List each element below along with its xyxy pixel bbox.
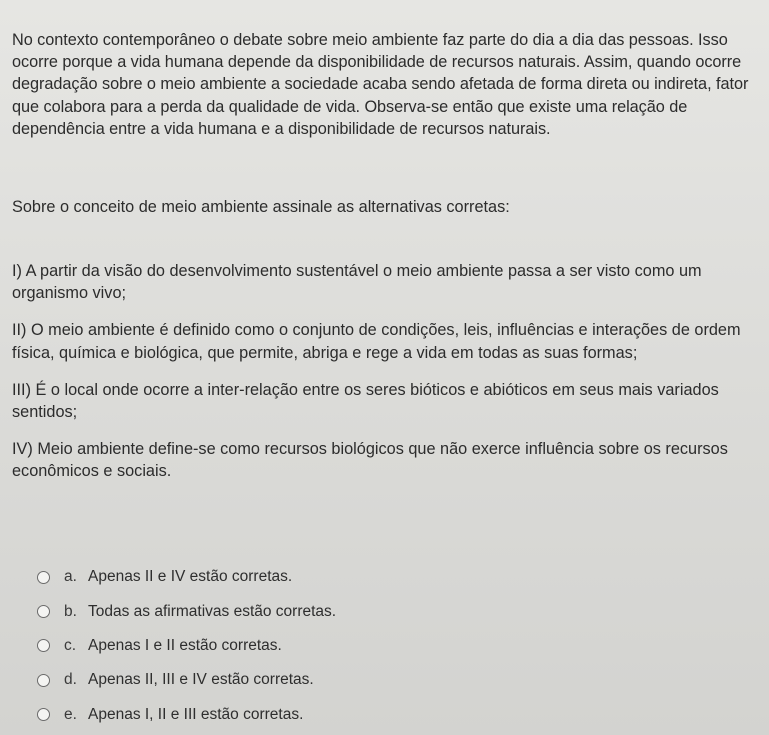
option-letter: d.	[64, 671, 77, 689]
statement-line: IV) Meio ambiente define-se como recursos biológicos que não exerce influência sobre os recursos	[12, 440, 728, 459]
statement-line: sentidos;	[12, 403, 78, 422]
statement-line: organismo vivo;	[12, 284, 127, 303]
context-line: dependência entre a vida humana e a disponibilidade de recursos naturais.	[12, 119, 551, 138]
radio-button-icon[interactable]	[37, 605, 50, 618]
option-d[interactable]	[37, 663, 336, 697]
statement-line: II) O meio ambiente é definido como o conjunto de condições, leis, influências e interações de ordem	[12, 321, 741, 340]
option-text[interactable]: Apenas II e IV estão corretas.	[88, 568, 293, 586]
option-a[interactable]	[37, 560, 336, 594]
option-letter: b.	[64, 602, 77, 620]
option-text[interactable]: Todas as afirmativas estão corretas.	[88, 602, 337, 620]
answer-options	[37, 560, 336, 732]
option-text[interactable]: Apenas I e II estão corretas.	[88, 636, 282, 654]
radio-button-icon[interactable]	[37, 639, 50, 652]
radio-button-icon[interactable]	[37, 708, 50, 721]
option-c[interactable]	[37, 629, 336, 663]
statement-iv	[12, 438, 766, 482]
option-e[interactable]	[37, 698, 336, 732]
context-line: degradação sobre o meio ambiente a sociedade acaba sendo afetada de forma direta ou indireta, fator	[12, 75, 749, 94]
question-prompt: Sobre o conceito de meio ambiente assinale as alternativas corretas:	[12, 198, 510, 216]
statement-ii	[12, 319, 766, 363]
statement-line: I) A partir da visão do desenvolvimento sustentável o meio ambiente passa a ser visto como um	[12, 262, 702, 280]
option-letter: a.	[64, 568, 77, 586]
option-letter: e.	[64, 705, 77, 723]
context-line: No contexto contemporâneo o debate sobre meio ambiente faz parte do dia a dia das pessoas. Isso	[12, 31, 728, 49]
radio-button-icon[interactable]	[37, 674, 50, 687]
option-b[interactable]	[37, 594, 336, 628]
statement-line: econômicos e sociais.	[12, 462, 172, 481]
option-text[interactable]: Apenas I, II e III estão corretas.	[88, 705, 304, 723]
context-line: ocorre porque a vida humana depende da disponibilidade de recursos naturais. Assim, quando ocorre	[12, 53, 742, 72]
option-text[interactable]: Apenas II, III e IV estão corretas.	[88, 671, 314, 689]
context-line: que colabora para a perda da qualidade de vida. Observa-se então que existe uma relação de	[12, 97, 688, 116]
statement-iii	[12, 379, 766, 423]
statements-list	[12, 260, 766, 498]
statement-i	[12, 260, 766, 304]
radio-button-icon[interactable]	[37, 571, 50, 584]
option-letter: c.	[64, 636, 77, 654]
statement-line: física, química e biológica, que permite, abriga e rege a vida em todas as suas formas;	[12, 343, 638, 362]
statement-line: III) É o local onde ocorre a inter-relação entre os seres bióticos e abióticos em seus mais variados	[12, 380, 719, 399]
context-paragraph	[12, 29, 766, 140]
